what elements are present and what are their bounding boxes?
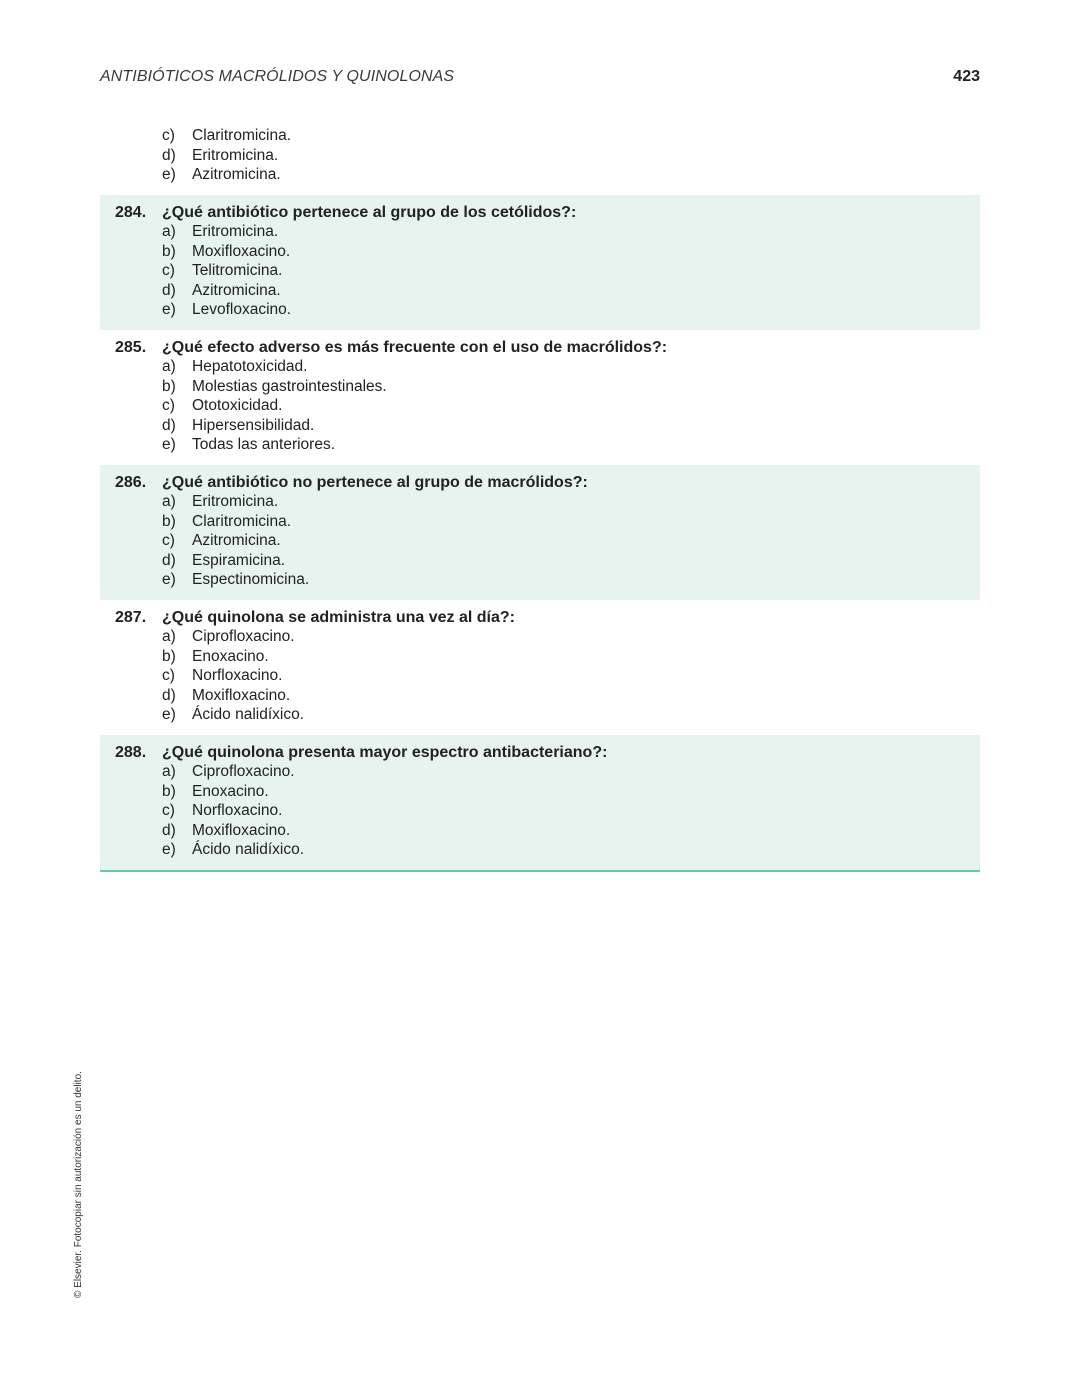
option — [100, 762, 980, 782]
option — [100, 242, 980, 262]
option-letter: b) — [162, 647, 176, 665]
page-number: 423 — [953, 68, 980, 85]
option-letter: d) — [162, 821, 176, 839]
option — [100, 126, 980, 146]
question-285 — [100, 330, 980, 465]
question-286 — [100, 465, 980, 600]
option — [100, 396, 980, 416]
option-text: Levofloxacino. — [192, 301, 292, 318]
question-287 — [100, 600, 980, 735]
option — [100, 435, 980, 455]
option-letter: e) — [162, 436, 176, 453]
option-letter: c) — [162, 667, 175, 684]
question-list — [100, 126, 980, 872]
question-stem — [100, 473, 980, 493]
option-letter: b) — [162, 377, 176, 395]
option-letter: e) — [162, 571, 176, 588]
option-text: Moxifloxacino. — [192, 242, 291, 260]
option-text: Eritromicina. — [192, 146, 279, 164]
option-text: Espectinomicina. — [192, 571, 310, 588]
option-text: Eritromicina. — [192, 223, 279, 240]
option-letter: a) — [162, 628, 176, 645]
option — [100, 377, 980, 397]
header-title: ANTIBIÓTICOS MACRÓLIDOS Y QUINOLONAS — [100, 68, 455, 85]
option-text: Telitromicina. — [192, 262, 283, 279]
option — [100, 821, 980, 841]
option-letter: d) — [162, 146, 176, 164]
option-text: Hipersensibilidad. — [192, 416, 315, 434]
option — [100, 300, 980, 320]
option — [100, 512, 980, 532]
option-text: Moxifloxacino. — [192, 686, 291, 704]
option-letter: c) — [162, 532, 175, 549]
option — [100, 281, 980, 301]
option — [100, 416, 980, 436]
option-letter: e) — [162, 301, 176, 318]
question-number: 284. — [115, 203, 147, 221]
option — [100, 165, 980, 185]
option-text: Enoxacino. — [192, 782, 269, 800]
option-letter: d) — [162, 551, 176, 569]
running-header — [100, 68, 980, 90]
option-letter: a) — [162, 493, 176, 510]
option — [100, 801, 980, 821]
option-text: Azitromicina. — [192, 532, 281, 549]
option — [100, 551, 980, 571]
option-letter: a) — [162, 763, 176, 780]
option-letter: d) — [162, 416, 176, 434]
question-stem — [100, 338, 980, 358]
question-text: ¿Qué antibiótico no pertenece al grupo de macrólidos?: — [162, 473, 588, 491]
option — [100, 570, 980, 590]
option-text: Azitromicina. — [192, 166, 281, 183]
option-text: Norfloxacino. — [192, 802, 283, 819]
question-text: ¿Qué antibiótico pertenece al grupo de los cetólidos?: — [162, 203, 577, 221]
option — [100, 357, 980, 377]
option — [100, 686, 980, 706]
option-text: Enoxacino. — [192, 647, 269, 665]
question-stem — [100, 743, 980, 763]
option — [100, 647, 980, 667]
option-letter: b) — [162, 782, 176, 800]
continued-options — [100, 126, 980, 195]
option-text: Ácido nalidíxico. — [192, 706, 305, 723]
option — [100, 261, 980, 281]
question-number: 286. — [115, 473, 147, 491]
option — [100, 492, 980, 512]
option — [100, 627, 980, 647]
option-text: Azitromicina. — [192, 281, 281, 299]
option-letter: a) — [162, 358, 176, 375]
option-letter: a) — [162, 223, 176, 240]
option-letter: c) — [162, 397, 175, 414]
question-288 — [100, 735, 980, 872]
option-text: Espiramicina. — [192, 551, 286, 569]
question-text: ¿Qué quinolona presenta mayor espectro antibacteriano?: — [162, 743, 608, 761]
option-letter: c) — [162, 262, 175, 279]
option-text: Ciprofloxacino. — [192, 763, 295, 780]
question-text: ¿Qué quinolona se administra una vez al día?: — [162, 608, 515, 626]
option-text: Claritromicina. — [192, 127, 292, 144]
option-letter: e) — [162, 706, 176, 723]
option-text: Eritromicina. — [192, 493, 279, 510]
option — [100, 840, 980, 860]
option-text: Molestias gastrointestinales. — [192, 377, 387, 395]
option-letter: b) — [162, 512, 176, 530]
option — [100, 705, 980, 725]
option-letter: e) — [162, 166, 176, 183]
option-text: Norfloxacino. — [192, 667, 283, 684]
option-letter: c) — [162, 127, 175, 144]
option-letter: c) — [162, 802, 175, 819]
option — [100, 146, 980, 166]
option — [100, 531, 980, 551]
question-number: 288. — [115, 743, 147, 761]
option-text: Ciprofloxacino. — [192, 628, 295, 645]
question-text: ¿Qué efecto adverso es más frecuente con el uso de macrólidos?: — [162, 338, 668, 356]
question-stem — [100, 203, 980, 223]
option-letter: d) — [162, 281, 176, 299]
option-letter: b) — [162, 242, 176, 260]
option — [100, 222, 980, 242]
question-number: 285. — [115, 338, 147, 356]
option-text: Claritromicina. — [192, 512, 292, 530]
question-284 — [100, 195, 980, 330]
option-text: Moxifloxacino. — [192, 821, 291, 839]
option-text: Ototoxicidad. — [192, 397, 283, 414]
option-text: Todas las anteriores. — [192, 436, 336, 453]
option-text: Ácido nalidíxico. — [192, 841, 305, 858]
question-stem — [100, 608, 980, 628]
option-letter: d) — [162, 686, 176, 704]
option-text: Hepatotoxicidad. — [192, 358, 308, 375]
copyright-notice: © Elsevier. Fotocopiar sin autorización es un delito. — [73, 1071, 84, 1298]
question-number: 287. — [115, 608, 147, 626]
option — [100, 782, 980, 802]
option-letter: e) — [162, 841, 176, 858]
option — [100, 666, 980, 686]
